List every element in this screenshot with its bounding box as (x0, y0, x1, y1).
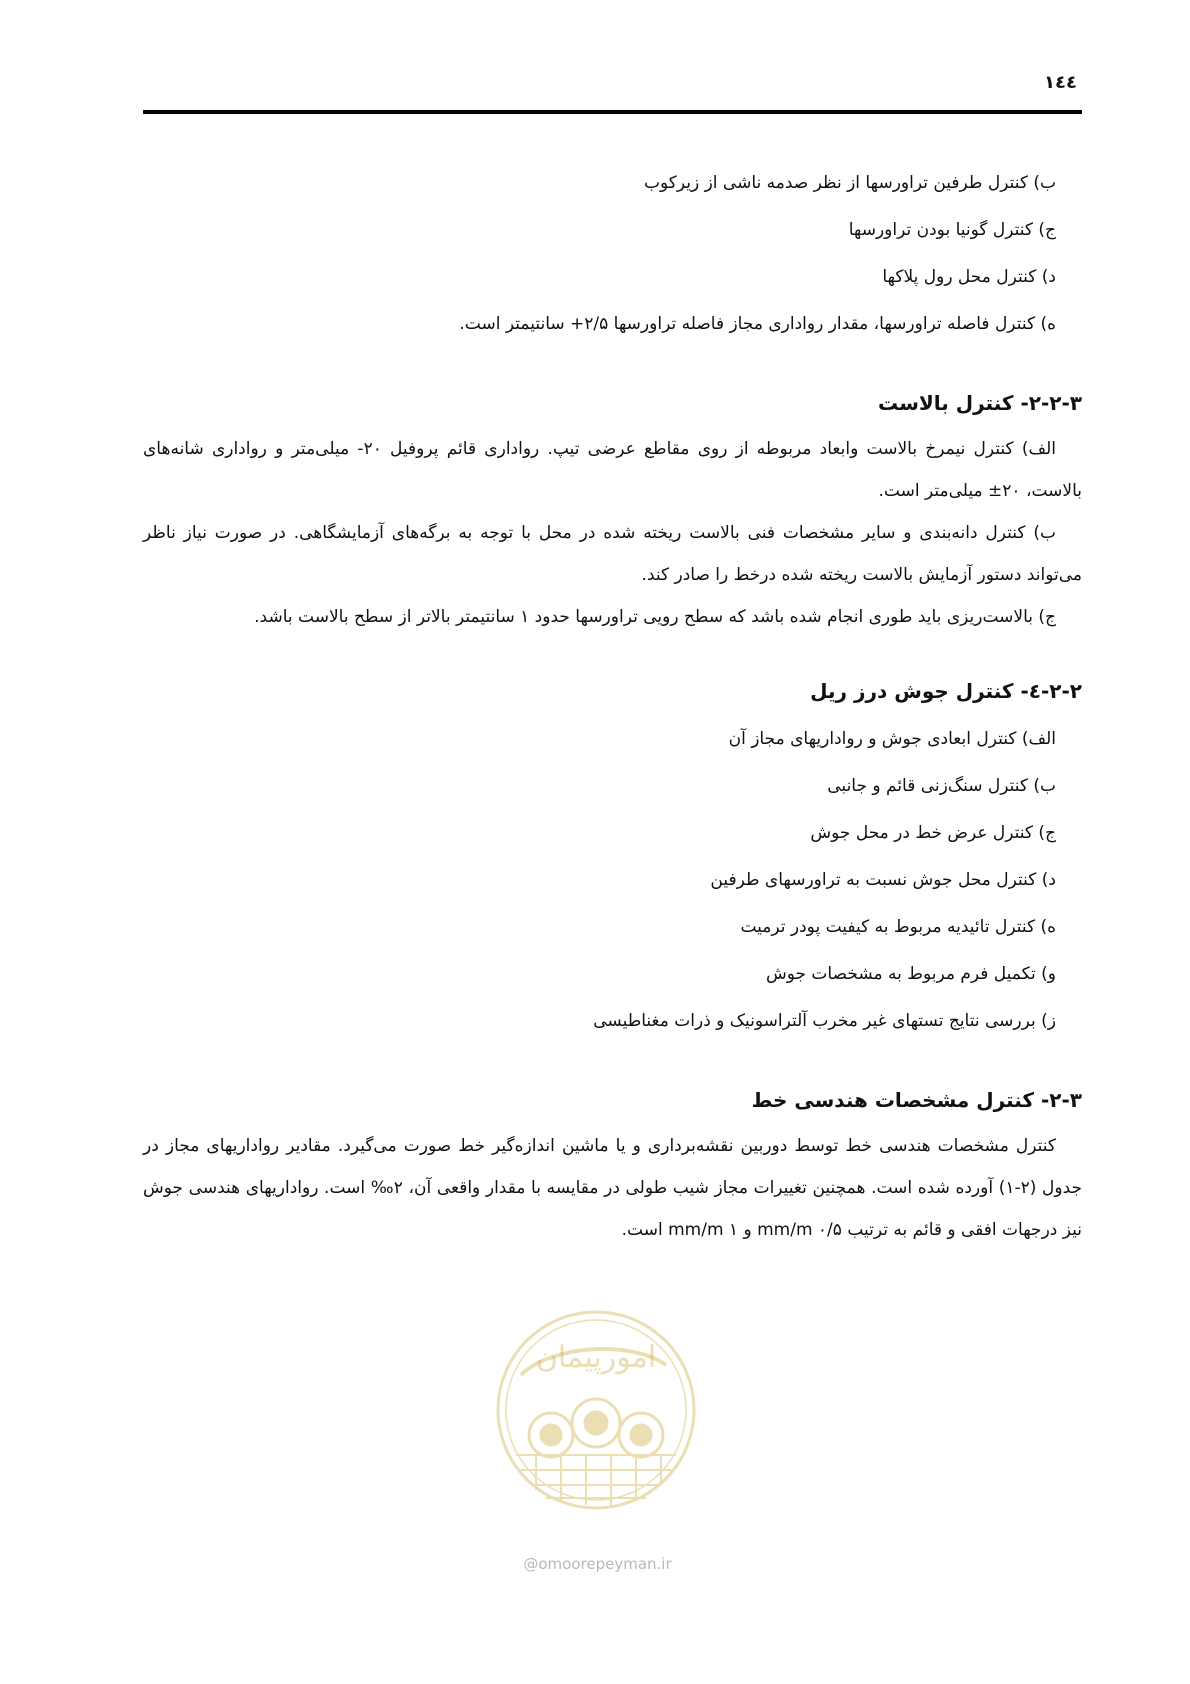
list-item: ز) بررسی نتایج تستهای غیر مخرب آلتراسونیک و ذرات مغناطیسی (593, 1011, 1056, 1031)
paragraph: کنترل مشخصات هندسی خط توسط دوربین نقشه‌برداری و یا ماشین اندازه‌گیر خط صورت می‌گیرد. مقادیر رواداریهای مجاز در جدول (۲-۱) آورده شده است. همچنین تغییرات مجاز شیب طولی در مقایسه با مقدار واقعی آن، ۲‰ است. رواداریهای هندسی جوش نیز درجهات افقی و قائم به ترتیب mm/m ۰/۵ و mm/m ۱ است. (143, 1136, 1082, 1240)
list-item: ج) کنترل گونیا بودن تراورسها (848, 220, 1056, 240)
watermark-logo-text: امورپیمان (535, 1340, 657, 1375)
section-heading-geometry: ۲-۳- کنترل مشخصات هندسی خط (751, 1088, 1082, 1112)
watermark-logo (491, 1305, 701, 1565)
list-item: ب) کنترل طرفین تراورسها از نظر صدمه ناشی از زیرکوب (643, 173, 1056, 193)
page-content (143, 160, 1082, 1251)
header-rule (143, 110, 1082, 114)
page-number: ۱٤٤ (1044, 72, 1077, 93)
section-heading-weld: ۲-۲-٤- کنترل جوش درز ریل (810, 679, 1082, 703)
watermark-caption: @omoorepeyman.ir (523, 1555, 672, 1573)
paragraph: الف) کنترل نیمرخ بالاست وابعاد مربوطه از روی مقاطع عرضی تیپ. رواداری قائم پروفیل ۲۰- میلی‌متر و رواداری شانه‌های بالاست، ۲۰± میلی‌متر است. (143, 439, 1082, 501)
list-item: ج) بالاست‌ریزی باید طوری انجام شده باشد که سطح رویی تراورسها حدود ۱ سانتیمتر بالاتر از سطح بالاست باشد. (254, 607, 1056, 627)
list-item: و) تکمیل فرم مربوط به مشخصات جوش (765, 964, 1056, 984)
list-item: ب) کنترل سنگ‌زنی قائم و جانبی (827, 776, 1056, 796)
list-item: الف) کنترل ابعادی جوش و رواداریهای مجاز آن (728, 729, 1056, 749)
paragraph: ب) کنترل دانه‌بندی و سایر مشخصات فنی بالاست ریخته شده در محل با توجه به برگه‌های آزمایشگاهی. در صورت نیاز ناظر می‌تواند دستور آزمایش بالاست ریخته شده درخط را صادر کند. (143, 523, 1082, 585)
list-item: ج) کنترل عرض خط در محل جوش (810, 823, 1056, 843)
section-heading-ballast: ۲-۲-۳- کنترل بالاست (878, 391, 1082, 415)
list-item: ه) کنترل تائیدیه مربوط به کیفیت پودر ترمیت (740, 917, 1056, 937)
list-item: د) کنترل محل رول پلاکها (882, 267, 1056, 287)
list-item: ه) کنترل فاصله تراورسها، مقدار رواداری مجاز فاصله تراورسها ۲/۵+ سانتیمتر است. (459, 314, 1056, 334)
list-item: د) کنترل محل جوش نسبت به تراورسهای طرفین (710, 870, 1056, 890)
